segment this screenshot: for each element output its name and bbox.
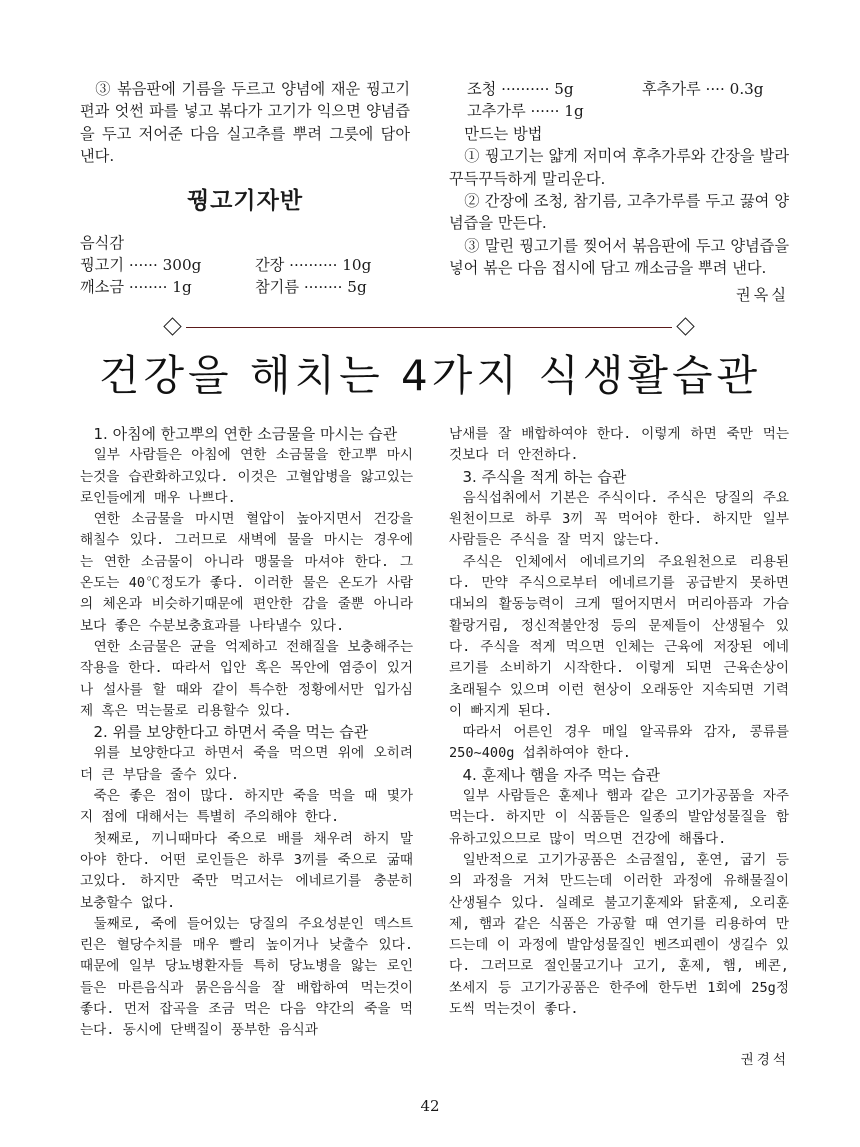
article-author: 권경석	[740, 1052, 789, 1068]
article-paragraph: 죽은 좋은 점이 많다. 하지만 죽을 먹을 때 몇가지 점에 대해서는 특별히 주의해야 한다.	[80, 788, 413, 826]
section-heading: 2. 위를 보양한다고 하면서 죽을 먹는 습관	[93, 723, 369, 742]
recipe-author: 권옥실	[735, 285, 789, 304]
article-right-column	[449, 424, 789, 1020]
section-heading: 3. 주식을 적게 하는 습관	[462, 467, 627, 486]
method-step-1: ① 꿩고기는 얇게 저미여 후추가루와 간장을 발라 꾸득꾸득하게 말리운다.	[449, 147, 789, 188]
ingredient-item: 참기름 ········ 5g	[255, 278, 367, 297]
section-heading: 1. 아침에 한고뿌의 연한 소금물을 마시는 습관	[93, 425, 398, 443]
section-heading: 4. 훈제나 햄을 자주 먹는 습관	[462, 765, 661, 784]
ingredient-row	[80, 276, 410, 298]
ingredient-item: 깨소금 ········ 1g	[80, 278, 192, 297]
ingredient-item: 고추가루 ······ 1g	[467, 102, 584, 121]
article-paragraph: 둘째로, 죽에 들어있는 당질의 주요성분인 덱스트린은 혈당수치를 매우 빨리 높이거나 낮출수 있다. 때문에 일부 당뇨병환자들 특히 당뇨병을 앓는 로인들은 마른음식과 묽은음식을 잘 배합하여 먹는것이 좋다. 먼저 잡곡을 조금 먹은 다음 약간의 죽을 먹는다. 동시에 단백질이 풍부한 음식과	[80, 915, 413, 1039]
article-paragraph: 연한 소금물을 마시면 혈압이 높아지면서 건강을 해칠수 있다. 그러므로 새벽에 물을 마시는 경우에는 연한 소금물이 아니라 맹물을 마셔야 한다. 그 온도는 40℃정도가 좋다. 이러한 물은 온도가 사람의 체온과 비슷하기때문에 편안한 감을 줄뿐 아니라 보다 좋은 수분보충효과를 나타낼수 있다.	[80, 511, 413, 634]
article-author-wrap	[449, 1050, 789, 1071]
article-headline: 건강을 해치는 4가지 식생활습관	[98, 351, 762, 400]
article-paragraph: 남새를 잘 배합하여야 한다. 이렇게 하면 죽만 먹는것보다 더 안전하다.	[449, 426, 789, 464]
article-paragraph: 위를 보양한다고 하면서 죽을 먹으면 위에 오히려 더 큰 부담을 줄수 있다.	[80, 745, 413, 783]
ingredient-item: 간장 ·········· 10g	[255, 256, 372, 275]
ingredient-item: 꿩고기 ······ 300g	[80, 256, 202, 275]
ingredient-item: 조청 ·········· 5g	[467, 80, 574, 98]
article-paragraph: 일부 사람들은 아침에 연한 소금물을 한고뿌 마시는것을 습관화하고있다. 이것은 고혈압병을 앓고있는 로인들에게 매우 나쁘다.	[80, 447, 413, 506]
ingredient-row	[449, 78, 789, 100]
ingredient-item: 후추가루 ···· 0.3g	[642, 80, 764, 98]
article-paragraph: 연한 소금물은 균을 억제하고 전해질을 보충해주는 작용을 한다. 따라서 입안 혹은 목안에 염증이 있거나 설사를 할 때와 같이 특수한 정황에서만 입가심제 혹은 먹는물로 리용할수 있다.	[80, 638, 413, 719]
method-step-3: ③ 말린 꿩고기를 찢어서 볶음판에 두고 양념즙을 넣어 볶은 다음 접시에 담고 깨소금을 뿌려 낸다.	[449, 236, 789, 278]
ingredients-heading: 음식감	[80, 233, 125, 252]
article-paragraph: 주식은 인체에서 에네르기의 주요원천으로 리용된다. 만약 주식으로부터 에네르기를 공급받지 못하면 대뇌의 활동능력이 크게 떨어지면서 머리아픔과 가슴활랑거림, 정신적불안정 등의 문제들이 산생될수 있다. 주식을 적게 먹으면 인체는 근육에 저장된 에네르기를 소비하기 시작한다. 이렇게 되면 근육손상이 초래될수 있으며 이런 현상이 오래동안 지속되면 기력이 빠지게 된다.	[449, 553, 789, 719]
article-left-column	[80, 424, 413, 1042]
page-number: 42	[420, 1097, 440, 1115]
article-paragraph: 음식섭취에서 기본은 주식이다. 주식은 당질의 주요원천이므로 하루 3끼 꼭 먹어야 한다. 하지만 일부 사람들은 주식을 잘 먹지 않는다.	[449, 489, 789, 549]
section-divider	[162, 318, 696, 338]
divider-line	[186, 327, 672, 328]
recipe-step-3: ③ 볶음판에 기름을 두르고 양념에 재운 꿩고기편과 엇썬 파를 넣고 볶다가 고기가 익으면 양념즙을 두고 저어준 다음 실고추를 뿌려 그릇에 담아 낸다.	[80, 80, 410, 166]
recipe-right-column	[449, 78, 789, 306]
diamond-icon	[676, 317, 694, 335]
article-paragraph: 일반적으로 고기가공품은 소금절임, 훈연, 굽기 등의 과정을 거쳐 만드는데 이러한 과정에 유해물질이 산생될수 있다. 실례로 불고기훈제와 닭훈제, 오리훈제, 햄과 같은 식품은 가공할 때 연기를 리용하여 만드는데 이 과정에 발암성물질인 벤즈피렌이 생길수 있다. 그러므로 절인물고기나 고기, 훈제, 햄, 베콘, 쏘세지 등 고기가공품은 한주에 한두번 1회에 25g정도씩 먹는것이 좋다.	[449, 851, 789, 1018]
ingredient-row	[80, 254, 410, 276]
method-step-2: ② 간장에 조청, 참기름, 고추가루를 두고 끓여 양념즙을 만든다.	[449, 192, 789, 233]
article-paragraph: 일부 사람들은 훈제나 햄과 같은 고기가공품을 자주 먹는다. 하지만 이 식품들은 일종의 발암성물질을 함유하고있으므로 많이 먹으면 건강에 해롭다.	[449, 788, 789, 847]
recipe-title: 꿩고기자반	[186, 187, 304, 214]
article-paragraph: 첫째로, 끼니때마다 죽으로 배를 채우려 하지 말아야 한다. 어떤 로인들은 하루 3끼를 죽으로 굶때고있다. 하지만 죽만 먹고서는 에네르기를 충분히 보충할수 없다.	[80, 830, 413, 911]
method-heading: 만드는 방법	[464, 124, 543, 143]
article-paragraph: 따라서 어른인 경우 매일 알곡류와 감자, 콩류를 250~400g 섭취하여야 한다.	[449, 724, 789, 762]
diamond-icon	[163, 317, 181, 335]
ingredient-row	[449, 100, 789, 122]
recipe-left-column	[80, 78, 410, 299]
